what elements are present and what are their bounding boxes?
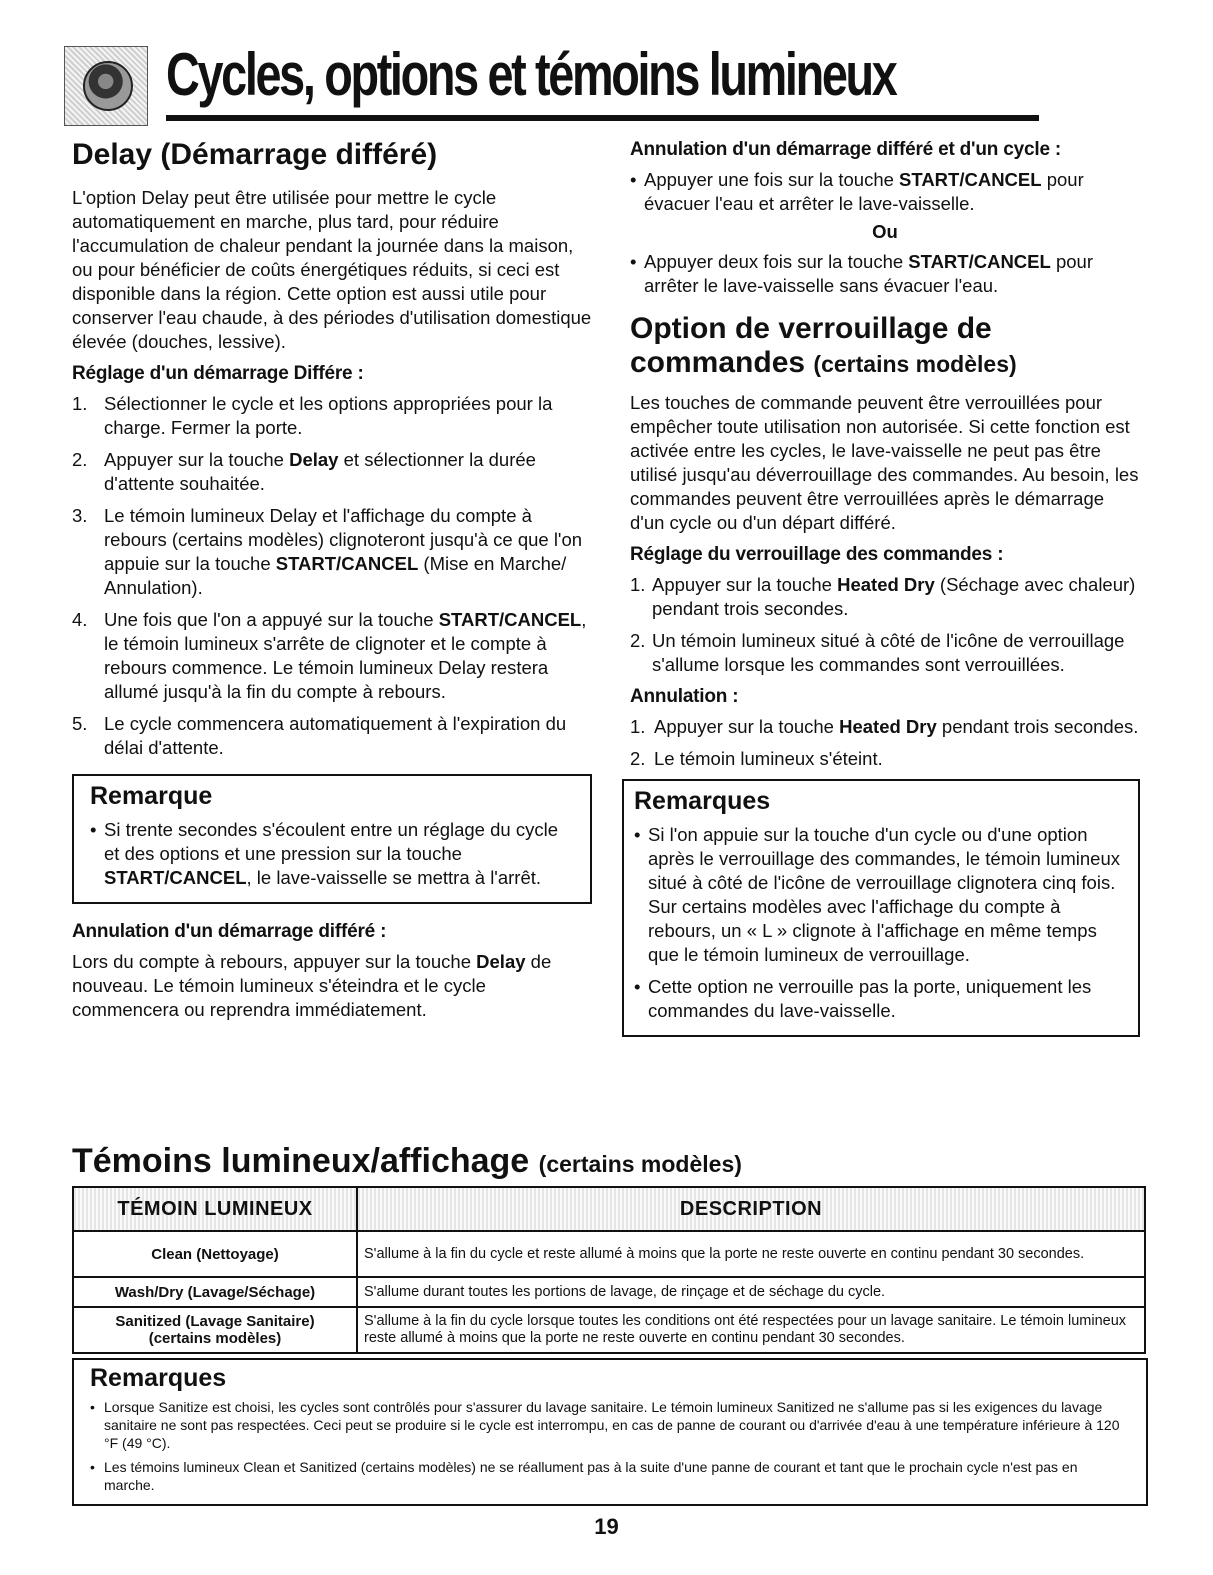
note-item: • Si trente secondes s'écoulent entre un réglage du cycle et des options et une pression sur la touche START/CANCEL, le lave-vaisselle se mettra à l'arrêt.	[90, 818, 576, 890]
light-name: Clean (Nettoyage)	[73, 1231, 357, 1277]
list-item: 1. Sélectionner le cycle et les options appropriées pour la charge. Fermer la porte.	[72, 393, 553, 438]
page-title: Cycles, options et témoins lumineux	[166, 41, 896, 108]
lock-cancel-steps	[630, 715, 1140, 771]
notes-heading: Remarques	[90, 1364, 227, 1392]
col-header-light: TÉMOIN LUMINEUX	[73, 1187, 357, 1231]
lock-heading: Option de verrouillage de commandes (certains modèles)	[630, 312, 1017, 379]
page-number: 19	[594, 1514, 619, 1539]
table-row	[73, 1231, 1145, 1277]
title-rule	[166, 115, 1039, 121]
delay-note-box	[72, 774, 592, 904]
note-heading: Remarque	[90, 782, 213, 810]
table-row	[73, 1277, 1145, 1307]
table-row	[73, 1307, 1145, 1353]
list-item: 1. Appuyer sur la touche Heated Dry pendant trois secondes.	[630, 716, 1139, 737]
lights-heading: Témoins lumineux/affichage (certains modèles)	[72, 1142, 742, 1180]
list-item: 2. Un témoin lumineux situé à côté de l'icône de verrouillage s'allume lorsque les commandes sont verrouillées.	[630, 630, 1125, 675]
note-item: • Lorsque Sanitize est choisi, les cycles sont contrôlés pour s'assurer du lavage sanitaire. Le témoin lumineux Sanitized ne s'allume pas si les exigences du lavage sanitaire ne sont pas respectées. Ceci peut se produire si le cycle est interrompu, en cas de panne de courant ou d'arrivée d'eau à une température inférieure à 120 °F (49 °C).	[90, 1398, 1130, 1452]
lock-set-steps	[630, 573, 1140, 677]
delay-cancel-heading: Annulation d'un démarrage différé :	[72, 921, 387, 942]
light-name: Wash/Dry (Lavage/Séchage)	[73, 1277, 357, 1307]
or-label: Ou	[872, 221, 898, 242]
light-description: S'allume à la fin du cycle lorsque toutes les conditions ont été respectées pour un lavage sanitaire. Le témoin lumineux reste allumé à moins que la porte ne reste ouverte en continu pendant 30 secondes.	[357, 1307, 1145, 1353]
light-name: Sanitized (Lavage Sanitaire) (certains modèles)	[73, 1307, 357, 1353]
lights-table	[72, 1186, 1146, 1354]
cancel-option-1: • Appuyer une fois sur la touche START/CANCEL pour évacuer l'eau et arrêter le lave-vaisselle.	[630, 168, 1140, 216]
list-item: 2. Le témoin lumineux s'éteint.	[630, 748, 883, 769]
right-column	[630, 138, 1140, 1037]
delay-heading: Delay (Démarrage différé)	[72, 138, 438, 171]
delay-intro: L'option Delay peut être utilisée pour mettre le cycle automatiquement en marche, plus tard, pour réduire l'accumulation de chaleur pendant la journée dans la maison, ou pour bénéficier de coûts énergétiques réduits, si ceci est disponible dans la région. Cette option est aussi utile pour conserver l'eau chaude, à des périodes d'utilisation domestique élevée (douches, lessive).	[72, 187, 592, 352]
dishwasher-dial-icon	[64, 46, 148, 126]
lights-notes-box	[72, 1358, 1148, 1506]
cancel-option-2: • Appuyer deux fois sur la touche START/CANCEL pour arrêter le lave-vaisselle sans évacuer l'eau.	[630, 250, 1140, 298]
list-item: 2. Appuyer sur la touche Delay et sélectionner la durée d'attente souhaitée.	[72, 449, 536, 494]
note-item: • Si l'on appuie sur la touche d'un cycle ou d'une option après le verrouillage des commandes, le témoin lumineux situé à côté de l'icône de verrouillage clignotera cinq fois. Sur certains modèles avec l'affichage du compte à rebours, un « L » clignote à l'affichage en même temps que le témoin lumineux de verrouillage.	[634, 823, 1124, 967]
list-item: 4. Une fois que l'on a appuyé sur la touche START/CANCEL, le témoin lumineux s'arrête de clignoter et le compte à rebours commence. Le témoin lumineux Delay restera allumé jusqu'à la fin du compte à rebours.	[72, 609, 587, 702]
page-header	[62, 34, 1162, 124]
lock-setting-heading: Réglage du verrouillage des commandes :	[630, 544, 1004, 565]
col-header-description: DESCRIPTION	[357, 1187, 1145, 1231]
lock-notes-box	[622, 779, 1140, 1037]
table-header-row	[73, 1187, 1145, 1231]
note-item: • Cette option ne verrouille pas la porte, uniquement les commandes du lave-vaisselle.	[634, 975, 1124, 1023]
list-item: 1. Appuyer sur la touche Heated Dry (Séchage avec chaleur) pendant trois secondes.	[630, 574, 1136, 619]
list-item: 3. Le témoin lumineux Delay et l'affichage du compte à rebours (certains modèles) clignoteront jusqu'à ce que l'on appuie sur la touche START/CANCEL (Mise en Marche/ Annulation).	[72, 505, 583, 598]
lock-intro: Les touches de commande peuvent être verrouillées pour empêcher toute utilisation non autorisée. Si cette fonction est activée entre les cycles, le lave-vaisselle ne peut pas être utilisé jusqu'au déverrouillage des commandes. Au besoin, les commandes peuvent être verrouillées après le démarrage d'un cycle ou d'un départ différé.	[630, 392, 1139, 533]
delay-setting-heading: Réglage d'un démarrage Différe :	[72, 363, 364, 384]
delay-cancel-text: Lors du compte à rebours, appuyer sur la touche Delay de nouveau. Le témoin lumineux s'éteindra et le cycle commencera ou reprendra immédiatement.	[72, 951, 552, 1020]
delay-steps	[72, 392, 592, 760]
left-column	[72, 138, 592, 1030]
cancel-cycle-heading: Annulation d'un démarrage différé et d'un cycle :	[630, 139, 1062, 160]
light-description: S'allume durant toutes les portions de lavage, de rinçage et de séchage du cycle.	[357, 1277, 1145, 1307]
light-description: S'allume à la fin du cycle et reste allumé à moins que la porte ne reste ouverte en continu pendant 30 secondes.	[357, 1231, 1145, 1277]
note-item: • Les témoins lumineux Clean et Sanitized (certains modèles) ne se réallument pas à la suite d'une panne de courant et tant que le prochain cycle n'est pas en marche.	[90, 1458, 1130, 1494]
lock-cancel-heading: Annulation :	[630, 686, 739, 707]
list-item: 5. Le cycle commencera automatiquement à l'expiration du délai d'attente.	[72, 713, 567, 758]
notes-heading: Remarques	[634, 787, 771, 815]
